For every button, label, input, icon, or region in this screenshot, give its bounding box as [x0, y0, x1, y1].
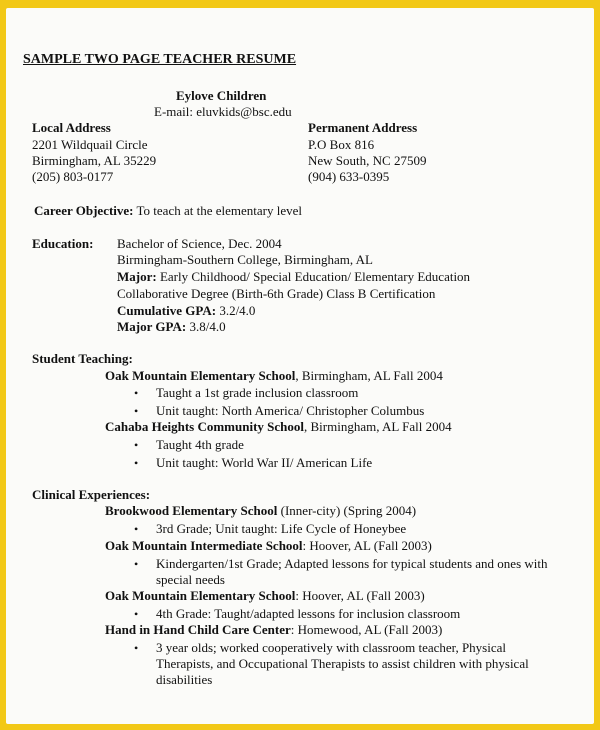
bullet-text: 3rd Grade; Unit taught: Life Cycle of Honeybee — [156, 521, 407, 536]
bullet-icon: • — [134, 438, 139, 452]
bullet-text: Taught a 1st grade inclusion classroom — [156, 385, 359, 400]
school-name: Oak Mountain Elementary School — [105, 368, 296, 383]
bullet-text-continued: Therapists, and Occupational Therapists to assist children with physical — [156, 656, 529, 671]
major-text: Early Childhood/ Special Education/ Elementary Education — [159, 269, 471, 284]
student-teaching-label: Student Teaching: — [32, 351, 133, 366]
bullet-icon: • — [134, 456, 139, 470]
local-address-line2: Birmingham, AL 35229 — [32, 153, 157, 168]
student-teaching-school-1 — [105, 368, 443, 384]
clinical-experiences-label: Clinical Experiences: — [32, 487, 151, 502]
school-details: : Hoover, AL (Fall 2003) — [295, 588, 425, 603]
school-name: Oak Mountain Elementary School — [105, 588, 296, 603]
school-name: Brookwood Elementary School — [105, 503, 278, 518]
clinical-school-2 — [105, 538, 432, 554]
bullet-icon: • — [134, 522, 139, 536]
bullet-text: 4th Grade: Taught/adapted lessons for inclusion classroom — [156, 606, 461, 621]
education-label: Education: — [32, 236, 94, 251]
student-teaching-school-2 — [105, 419, 452, 435]
local-address-line1: 2201 Wildquail Circle — [32, 137, 148, 152]
bullet-text-continued: disabilities — [156, 672, 213, 687]
school-details: (Inner-city) (Spring 2004) — [277, 503, 417, 518]
bullet-icon: • — [134, 607, 139, 621]
bullet-icon: • — [134, 386, 139, 400]
local-address-phone: (205) 803-0177 — [32, 169, 114, 184]
school-details: : Homewood, AL (Fall 2003) — [290, 622, 443, 637]
permanent-address-line2: New South, NC 27509 — [308, 153, 427, 168]
cumulative-gpa-label: Cumulative GPA: — [117, 303, 217, 318]
major-gpa-value: 3.8/4.0 — [189, 319, 226, 334]
school-details: : Hoover, AL (Fall 2003) — [302, 538, 432, 553]
permanent-address-line1: P.O Box 816 — [308, 137, 375, 152]
permanent-address-phone: (904) 633-0395 — [308, 169, 390, 184]
bullet-text: Taught 4th grade — [156, 437, 244, 452]
bullet-icon: • — [134, 557, 139, 571]
clinical-school-1 — [105, 503, 416, 519]
major-label: Major: — [117, 269, 157, 284]
bullet-text: Unit taught: North America/ Christopher Columbus — [156, 403, 425, 418]
school-name: Hand in Hand Child Care Center — [105, 622, 291, 637]
applicant-name: Eylove Children — [176, 88, 267, 103]
career-objective-text: To teach at the elementary level — [136, 203, 302, 218]
bullet-icon: • — [134, 404, 139, 418]
clinical-school-4 — [105, 622, 442, 638]
bullet-text: Unit taught: World War II/ American Life — [156, 455, 373, 470]
clinical-school-3 — [105, 588, 425, 604]
resume-page — [6, 8, 594, 724]
school-name: Cahaba Heights Community School — [105, 419, 304, 434]
cumulative-gpa-value: 3.2/4.0 — [219, 303, 256, 318]
education-major — [117, 269, 470, 285]
education-certification: Collaborative Degree (Birth-6th Grade) Class B Certification — [117, 286, 436, 301]
cumulative-gpa — [117, 303, 255, 319]
local-address-label: Local Address — [32, 120, 111, 135]
permanent-address-label: Permanent Address — [308, 120, 418, 135]
major-gpa — [117, 319, 226, 335]
document-title: SAMPLE TWO PAGE TEACHER RESUME — [23, 52, 297, 67]
major-gpa-label: Major GPA: — [117, 319, 187, 334]
bullet-icon: • — [134, 641, 139, 655]
school-name: Oak Mountain Intermediate School — [105, 538, 303, 553]
school-details: , Birmingham, AL Fall 2004 — [295, 368, 443, 383]
school-details: , Birmingham, AL Fall 2004 — [304, 419, 452, 434]
career-objective-label: Career Objective: — [34, 203, 134, 218]
education-school: Birmingham-Southern College, Birmingham, AL — [117, 252, 374, 267]
education-degree: Bachelor of Science, Dec. 2004 — [117, 236, 282, 251]
bullet-text-continued: special needs — [156, 572, 225, 587]
bullet-text: Kindergarten/1st Grade; Adapted lessons for typical students and ones with — [156, 556, 548, 571]
career-objective — [34, 203, 302, 219]
bullet-text: 3 year olds; worked cooperatively with classroom teacher, Physical — [156, 640, 507, 655]
applicant-email: E-mail: eluvkids@bsc.edu — [154, 104, 292, 119]
